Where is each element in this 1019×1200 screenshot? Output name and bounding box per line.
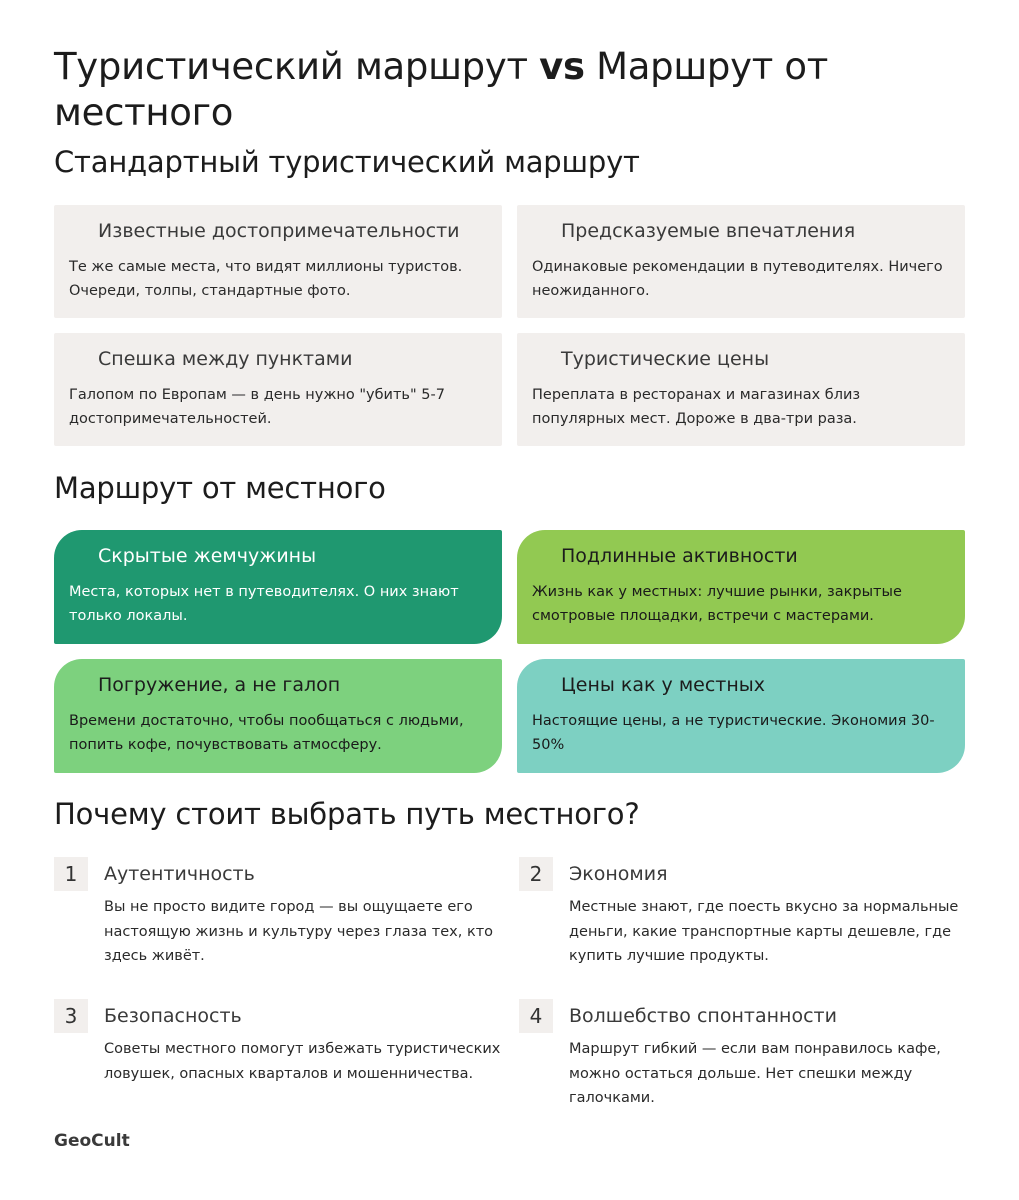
card-title: Подлинные активности (561, 545, 798, 567)
card-text: Одинаковые рекомендации в путеводителях. Ничего неожиданного. (532, 259, 943, 299)
brand-logo: GeoCult (54, 1131, 130, 1151)
card-text: Места, которых нет в путеводителях. О них знают только локалы. (69, 584, 459, 624)
card-title: Скрытые жемчужины (98, 545, 317, 567)
card-title: Известные достопримечательности (98, 220, 460, 242)
tourist-card-famous-sights (54, 205, 502, 318)
card-title: Туристические цены (561, 348, 770, 370)
title-part2: Маршрут от местного (54, 45, 829, 134)
reason-text: Местные знают, где поесть вкусно за нормальные деньги, какие транспортные карты дешевле, где купить лучшие продукты. (569, 899, 959, 964)
tourist-card-predictable (517, 205, 965, 318)
reason-number: 1 (54, 857, 88, 891)
local-card-local-prices (517, 659, 965, 773)
card-text: Переплата в ресторанах и магазинах близ популярных мест. Дороже в два-три раза. (532, 387, 861, 427)
why-section-heading: Почему стоит выбрать путь местного? (54, 797, 640, 831)
reason-text: Советы местного помогут избежать туристических ловушек, опасных кварталов и мошенничества. (104, 1041, 501, 1082)
tourist-card-rush (54, 333, 502, 446)
card-text: Жизнь как у местных: лучшие рынки, закрытые смотровые площадки, встречи с мастерами. (532, 584, 902, 624)
reason-title: Аутентичность (104, 863, 255, 885)
card-text: Времени достаточно, чтобы пообщаться с людьми, попить кофе, почувствовать атмосферу. (69, 713, 464, 753)
reason-text: Маршрут гибкий — если вам понравилось кафе, можно остаться дольше. Нет спешки между галочками. (569, 1041, 941, 1106)
local-card-hidden-gems (54, 530, 502, 644)
local-card-immersion (54, 659, 502, 773)
page-title (54, 44, 954, 136)
tourist-section-heading: Стандартный туристический маршрут (54, 145, 640, 179)
reason-title: Безопасность (104, 1005, 242, 1027)
reason-number: 2 (519, 857, 553, 891)
card-title: Спешка между пунктами (98, 348, 353, 370)
card-text: Те же самые места, что видят миллионы туристов. Очереди, толпы, стандартные фото. (69, 259, 463, 299)
title-vs: vs (539, 45, 585, 88)
local-section-heading: Маршрут от местного (54, 471, 386, 505)
card-text: Настоящие цены, а не туристические. Экономия 30-50% (532, 713, 935, 753)
card-title: Погружение, а не галоп (98, 674, 341, 696)
card-title: Предсказуемые впечатления (561, 220, 856, 242)
local-card-authentic-activities (517, 530, 965, 644)
reason-number: 3 (54, 999, 88, 1033)
card-title: Цены как у местных (561, 674, 766, 696)
reason-number: 4 (519, 999, 553, 1033)
reason-text: Вы не просто видите город — вы ощущаете его настоящую жизнь и культуру через глаза тех, кто здесь живёт. (104, 899, 494, 964)
title-part1: Туристический маршрут (54, 45, 540, 88)
reason-title: Экономия (569, 863, 668, 885)
card-text: Галопом по Европам — в день нужно "убить" 5-7 достопримечательностей. (69, 387, 445, 427)
tourist-card-prices (517, 333, 965, 446)
reason-title: Волшебство спонтанности (569, 1005, 837, 1027)
